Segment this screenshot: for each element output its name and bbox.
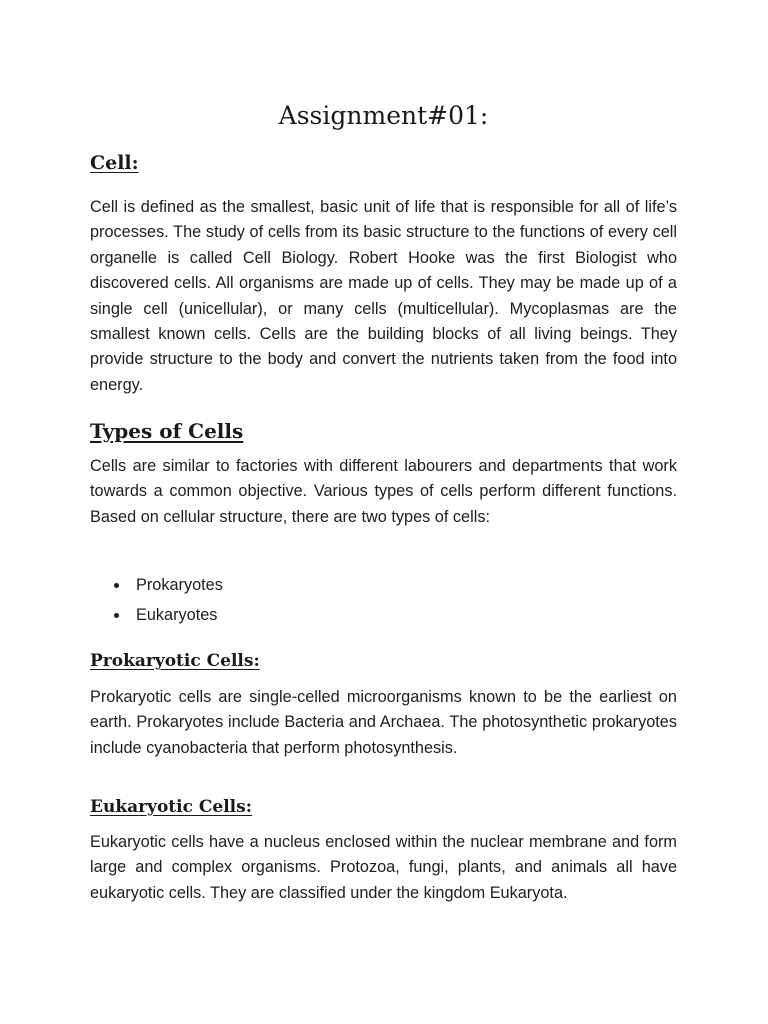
paragraph-types-of-cells: Cells are similar to factories with different labourers and departments that work towards a common objective. Various types of cells perform different functions. Based on cellular structure, there are two types of cells:	[90, 457, 677, 526]
bullet-icon	[114, 613, 119, 618]
heading-cell: Cell:	[90, 152, 139, 174]
heading-prokaryotic-cells: Prokaryotic Cells:	[90, 651, 260, 671]
heading-eukaryotic-cells: Eukaryotic Cells:	[90, 797, 252, 817]
cell-types-list	[90, 573, 223, 633]
list-item-label: Prokaryotes	[136, 576, 223, 594]
heading-types-of-cells: Types of Cells	[90, 419, 244, 443]
document-title: Assignment#01:	[278, 101, 489, 130]
paragraph-prokaryotic-cells: Prokaryotic cells are single-celled microorganisms known to be the earliest on earth. Prokaryotes include Bacteria and Archaea. The photosynthetic prokaryotes include cyanobacteria that perform photosynthesis.	[90, 688, 677, 757]
bullet-icon	[114, 583, 119, 588]
list-item-label: Eukaryotes	[136, 606, 218, 624]
paragraph-cell: Cell is defined as the smallest, basic unit of life that is responsible for all of life’s processes. The study of cells from its basic structure to the functions of every cell organelle is called Cell Biology. Robert Hooke was the first Biologist who discovered cells. All organisms are made up of cells. They may be made up of a single cell (unicellular), or many cells (multicellular). Mycoplasmas are the smallest known cells. Cells are the building blocks of all living beings. They provide structure to the body and convert the nutrients taken from the food into energy.	[90, 198, 677, 394]
paragraph-eukaryotic-cells: Eukaryotic cells have a nucleus enclosed within the nuclear membrane and form large and complex organisms. Protozoa, fungi, plants, and animals all have eukaryotic cells. They are classified under the kingdom Eukaryota.	[90, 833, 677, 902]
list-item	[90, 573, 223, 603]
list-item	[90, 603, 223, 633]
